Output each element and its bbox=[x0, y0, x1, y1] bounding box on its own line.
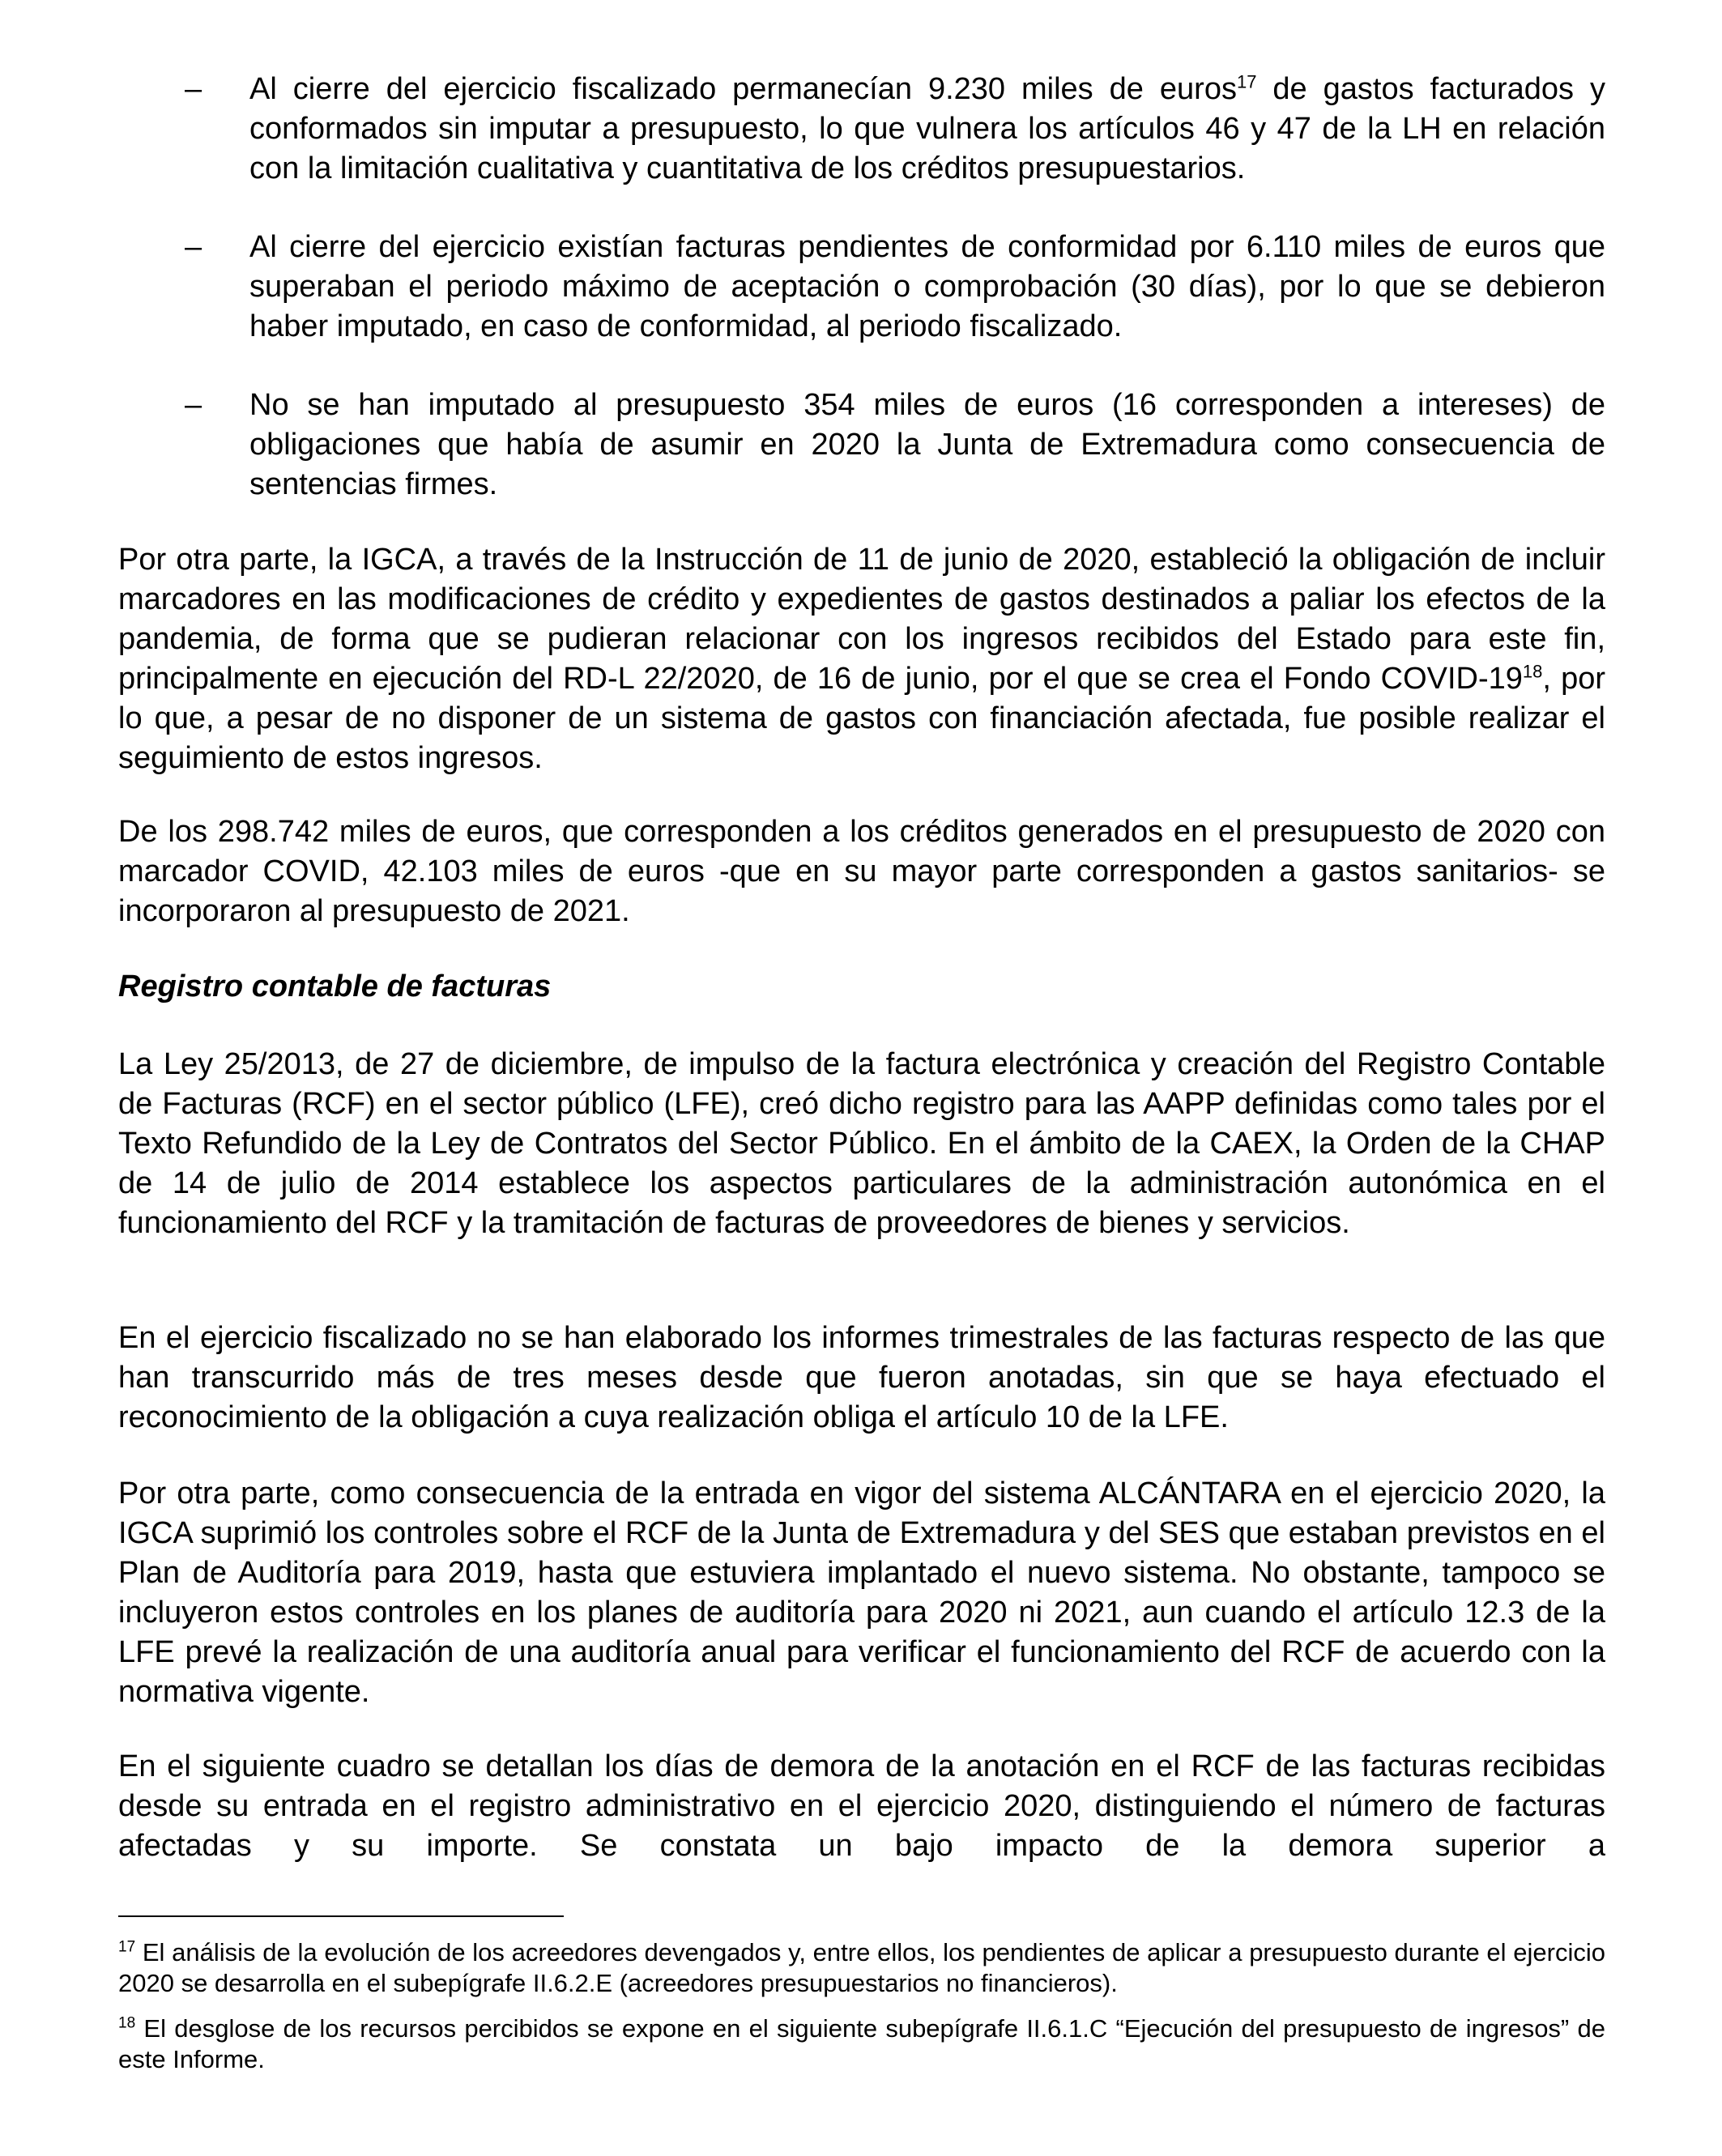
bullet-dash: – bbox=[185, 388, 202, 422]
bullet-text-part: de gastos facturados y conformados sin imputar a presupuesto, lo que vulnera los artículos 46 y 47 de la LH en relación con la limitación cualitativa y cuantitativa de los créditos presupuestarios. bbox=[249, 72, 1605, 185]
footnote-number: 18 bbox=[118, 2014, 136, 2032]
bullet-text: No se han imputado al presupuesto 354 miles de euros (16 corresponden a intereses) de obligaciones que había de asumir en 2020 la Junta de Extremadura como consecuencia de sentencias firmes. bbox=[249, 388, 1605, 501]
footnote-text: El desglose de los recursos percibidos se expone en el siguiente subepígrafe II.6.1.C “Ejecución del presupuesto de ingresos” de este Informe. bbox=[118, 2014, 1605, 2073]
paragraph-igca bbox=[118, 540, 1605, 778]
paragraph-alcantara: Por otra parte, como consecuencia de la entrada en vigor del sistema ALCÁNTARA en el ejercicio 2020, la IGCA suprimió los controles sobre el RCF de la Junta de Extremadura y del SES que estaban previstos en el Plan de Auditoría para 2019, hasta que estuviera implantado el nuevo sistema. No obstante, tampoco se incluyeron estos controles en los planes de auditoría para 2020 ni 2021, aun cuando el artículo 12.3 de la LFE prevé la realización de una auditoría anual para verificar el funcionamiento del RCF de acuerdo con la normativa vigente. bbox=[118, 1476, 1605, 1709]
footnote-number: 17 bbox=[118, 1938, 136, 1956]
bullet-item bbox=[118, 228, 1605, 347]
bullet-dash: – bbox=[185, 230, 202, 264]
footnote-ref-18[interactable]: 18 bbox=[1522, 661, 1543, 682]
paragraph-covid: De los 298.742 miles de euros, que corresponden a los créditos generados en el presupuesto de 2020 con marcador COVID, 42.103 miles de euros -que en su mayor parte corresponden a gastos sanitarios- se incorporaron al presupuesto de 2021. bbox=[118, 815, 1605, 928]
paragraph-text-part: , por lo que, a pesar de no disponer de un sistema de gastos con financiación afectada, fue posible realizar el seguimiento de estos ingresos. bbox=[118, 662, 1605, 775]
paragraph-cuadro: En el siguiente cuadro se detallan los días de demora de la anotación en el RCF de las facturas recibidas desde su entrada en el registro administrativo en el ejercicio 2020, distinguiendo el número de facturas afectadas y su importe. Se constata un bajo impacto de la demora superior a bbox=[118, 1749, 1605, 1863]
bullet-item bbox=[118, 70, 1605, 189]
footnote-text: El análisis de la evolución de los acreedores devengados y, entre ellos, los pendientes de aplicar a presupuesto durante el ejercicio 2020 se desarrolla en el subepígrafe II.6.2.E (acreedores presupuestarios no financieros). bbox=[118, 1938, 1605, 1997]
footnote-separator bbox=[118, 1915, 564, 1917]
footnote-18 bbox=[118, 2013, 1605, 2075]
paragraph-text-part: Por otra parte, la IGCA, a través de la Instrucción de 11 de junio de 2020, estableció la obligación de incluir marcadores en las modificaciones de crédito y expedientes de gastos destinados a paliar los efectos de la pandemia, de forma que se pudieran relacionar con los ingresos recibidos del Estado para este fin, principalmente en ejecución del RD-L 22/2020, de 16 de junio, por el que se crea el Fondo COVID-19 bbox=[118, 543, 1605, 696]
paragraph-ley: La Ley 25/2013, de 27 de diciembre, de impulso de la factura electrónica y creación del Registro Contable de Facturas (RCF) en el sector público (LFE), creó dicho registro para las AAPP definidas como tales por el Texto Refundido de la Ley de Contratos del Sector Público. En el ámbito de la CAEX, la Orden de la CHAP de 14 de julio de 2014 establece los aspectos particulares de la administración autonómica en el funcionamiento del RCF y la tramitación de facturas de proveedores de bienes y servicios. bbox=[118, 1047, 1605, 1240]
footnote-17 bbox=[118, 1937, 1605, 1999]
bullet-text bbox=[249, 70, 1605, 189]
bullet-item bbox=[118, 386, 1605, 505]
bullet-text-part: Al cierre del ejercicio fiscalizado permanecían 9.230 miles de euros bbox=[249, 72, 1237, 106]
footnote-ref-17[interactable]: 17 bbox=[1236, 71, 1257, 92]
bullet-text: Al cierre del ejercicio existían facturas pendientes de conformidad por 6.110 miles de euros que superaban el periodo máximo de aceptación o comprobación (30 días), por lo que se debieron haber imputado, en caso de conformidad, al periodo fiscalizado. bbox=[249, 230, 1605, 343]
bullet-dash: – bbox=[185, 72, 202, 106]
section-heading: Registro contable de facturas bbox=[118, 969, 552, 1003]
paragraph-informes: En el ejercicio fiscalizado no se han elaborado los informes trimestrales de las facturas respecto de las que han transcurrido más de tres meses desde que fueron anotadas, sin que se haya efectuado el reconocimiento de la obligación a cuya realización obliga el artículo 10 de la LFE. bbox=[118, 1321, 1605, 1434]
